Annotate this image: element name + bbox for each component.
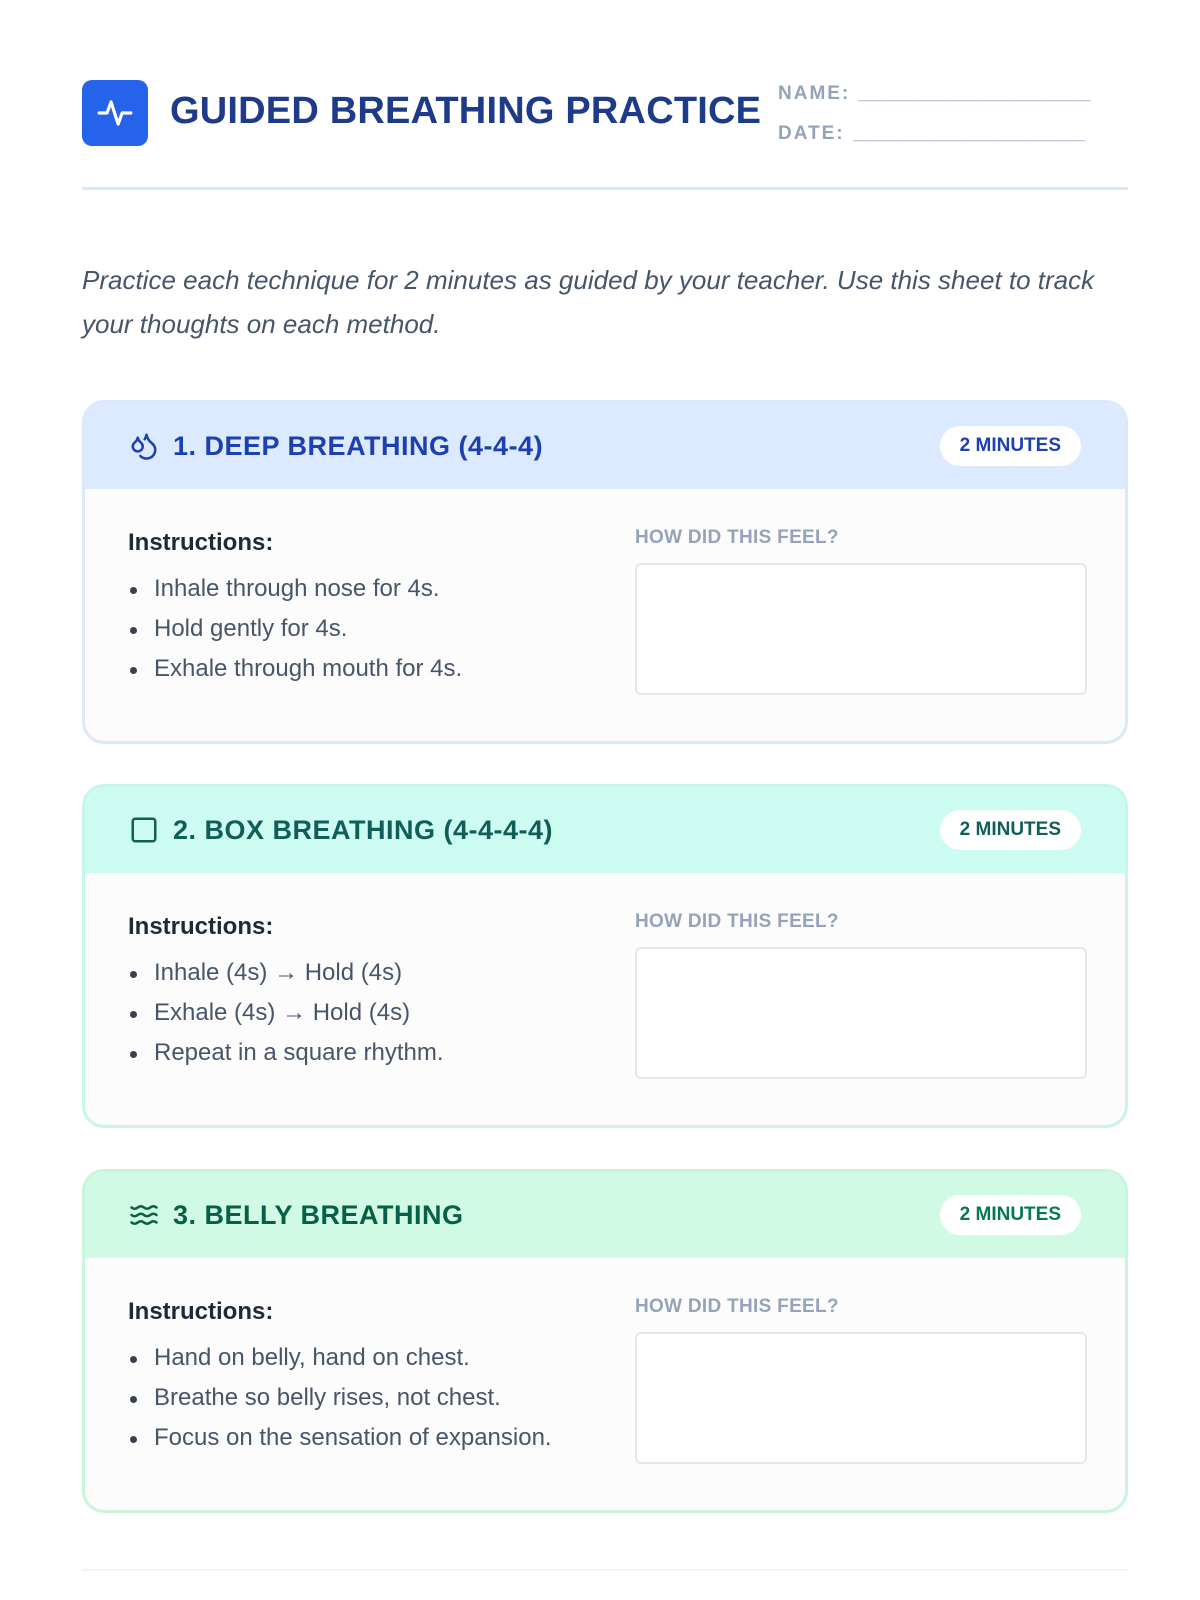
droplets-icon <box>127 429 161 463</box>
instruction-list <box>128 955 598 1075</box>
reflection-label: HOW DID THIS FEEL? <box>635 527 839 548</box>
section-body <box>85 873 1125 1128</box>
reflection-input-box[interactable] <box>635 563 1087 695</box>
section-title: 2. BOX BREATHING (4-4-4-4) <box>173 814 554 845</box>
list-item: Inhale (4s) → Hold (4s) <box>128 955 598 995</box>
waves-icon <box>127 1198 161 1232</box>
list-item: Hold gently for 4s. <box>128 611 598 651</box>
student-info <box>778 80 1128 160</box>
heartbeat-pulse-icon <box>82 80 148 146</box>
duration-badge: 2 MINUTES <box>940 426 1081 466</box>
list-item: Exhale through mouth for 4s. <box>128 651 598 691</box>
section-belly-breathing <box>82 1169 1128 1513</box>
instruction-list <box>128 571 598 691</box>
reflection <box>635 1296 1087 1464</box>
date-label: DATE: <box>778 123 845 144</box>
reflection-label: HOW DID THIS FEEL? <box>635 1296 839 1317</box>
section-header <box>85 403 1125 489</box>
instructions-label: Instructions: <box>128 529 274 556</box>
list-item: Breathe so belly rises, not chest. <box>128 1380 598 1420</box>
list-item: Exhale (4s) → Hold (4s) <box>128 995 598 1035</box>
instruction-list <box>128 1340 598 1460</box>
reflection <box>635 527 1087 695</box>
section-deep-breathing <box>82 400 1128 744</box>
name-row[interactable] <box>778 80 1128 120</box>
date-row[interactable] <box>778 120 1128 160</box>
list-item: Repeat in a square rhythm. <box>128 1035 598 1075</box>
list-item: Inhale through nose for 4s. <box>128 571 598 611</box>
name-field-line[interactable]: ______________________ <box>858 83 1091 104</box>
name-label: NAME: <box>778 83 851 104</box>
section-header <box>85 787 1125 873</box>
section-header <box>85 1172 1125 1258</box>
reflection <box>635 911 1087 1079</box>
list-item: Focus on the sensation of expansion. <box>128 1420 598 1460</box>
section-title: 3. BELLY BREATHING <box>173 1199 464 1230</box>
reflection-input-box[interactable] <box>635 947 1087 1079</box>
instructions <box>128 1298 598 1460</box>
reflection-label: HOW DID THIS FEEL? <box>635 911 839 932</box>
section-box-breathing <box>82 784 1128 1128</box>
section-body <box>85 489 1125 744</box>
duration-badge: 2 MINUTES <box>940 1195 1081 1235</box>
instructions <box>128 913 598 1075</box>
section-body <box>85 1258 1125 1513</box>
reflection-input-box[interactable] <box>635 1332 1087 1464</box>
section-title: 1. DEEP BREATHING (4-4-4) <box>173 430 544 461</box>
instructions-label: Instructions: <box>128 913 274 940</box>
intro-text: Practice each technique for 2 minutes as guided by your teacher. Use this sheet to track your thoughts on each method. <box>82 265 1095 339</box>
square-icon <box>127 813 161 847</box>
page-title: GUIDED BREATHING PRACTICE <box>170 90 762 132</box>
header <box>82 80 1128 190</box>
footer-divider <box>82 1569 1128 1571</box>
instructions <box>128 529 598 691</box>
instructions-label: Instructions: <box>128 1298 274 1325</box>
date-field-line[interactable]: ______________________ <box>852 123 1086 144</box>
duration-badge: 2 MINUTES <box>940 810 1081 850</box>
list-item: Hand on belly, hand on chest. <box>128 1340 598 1380</box>
